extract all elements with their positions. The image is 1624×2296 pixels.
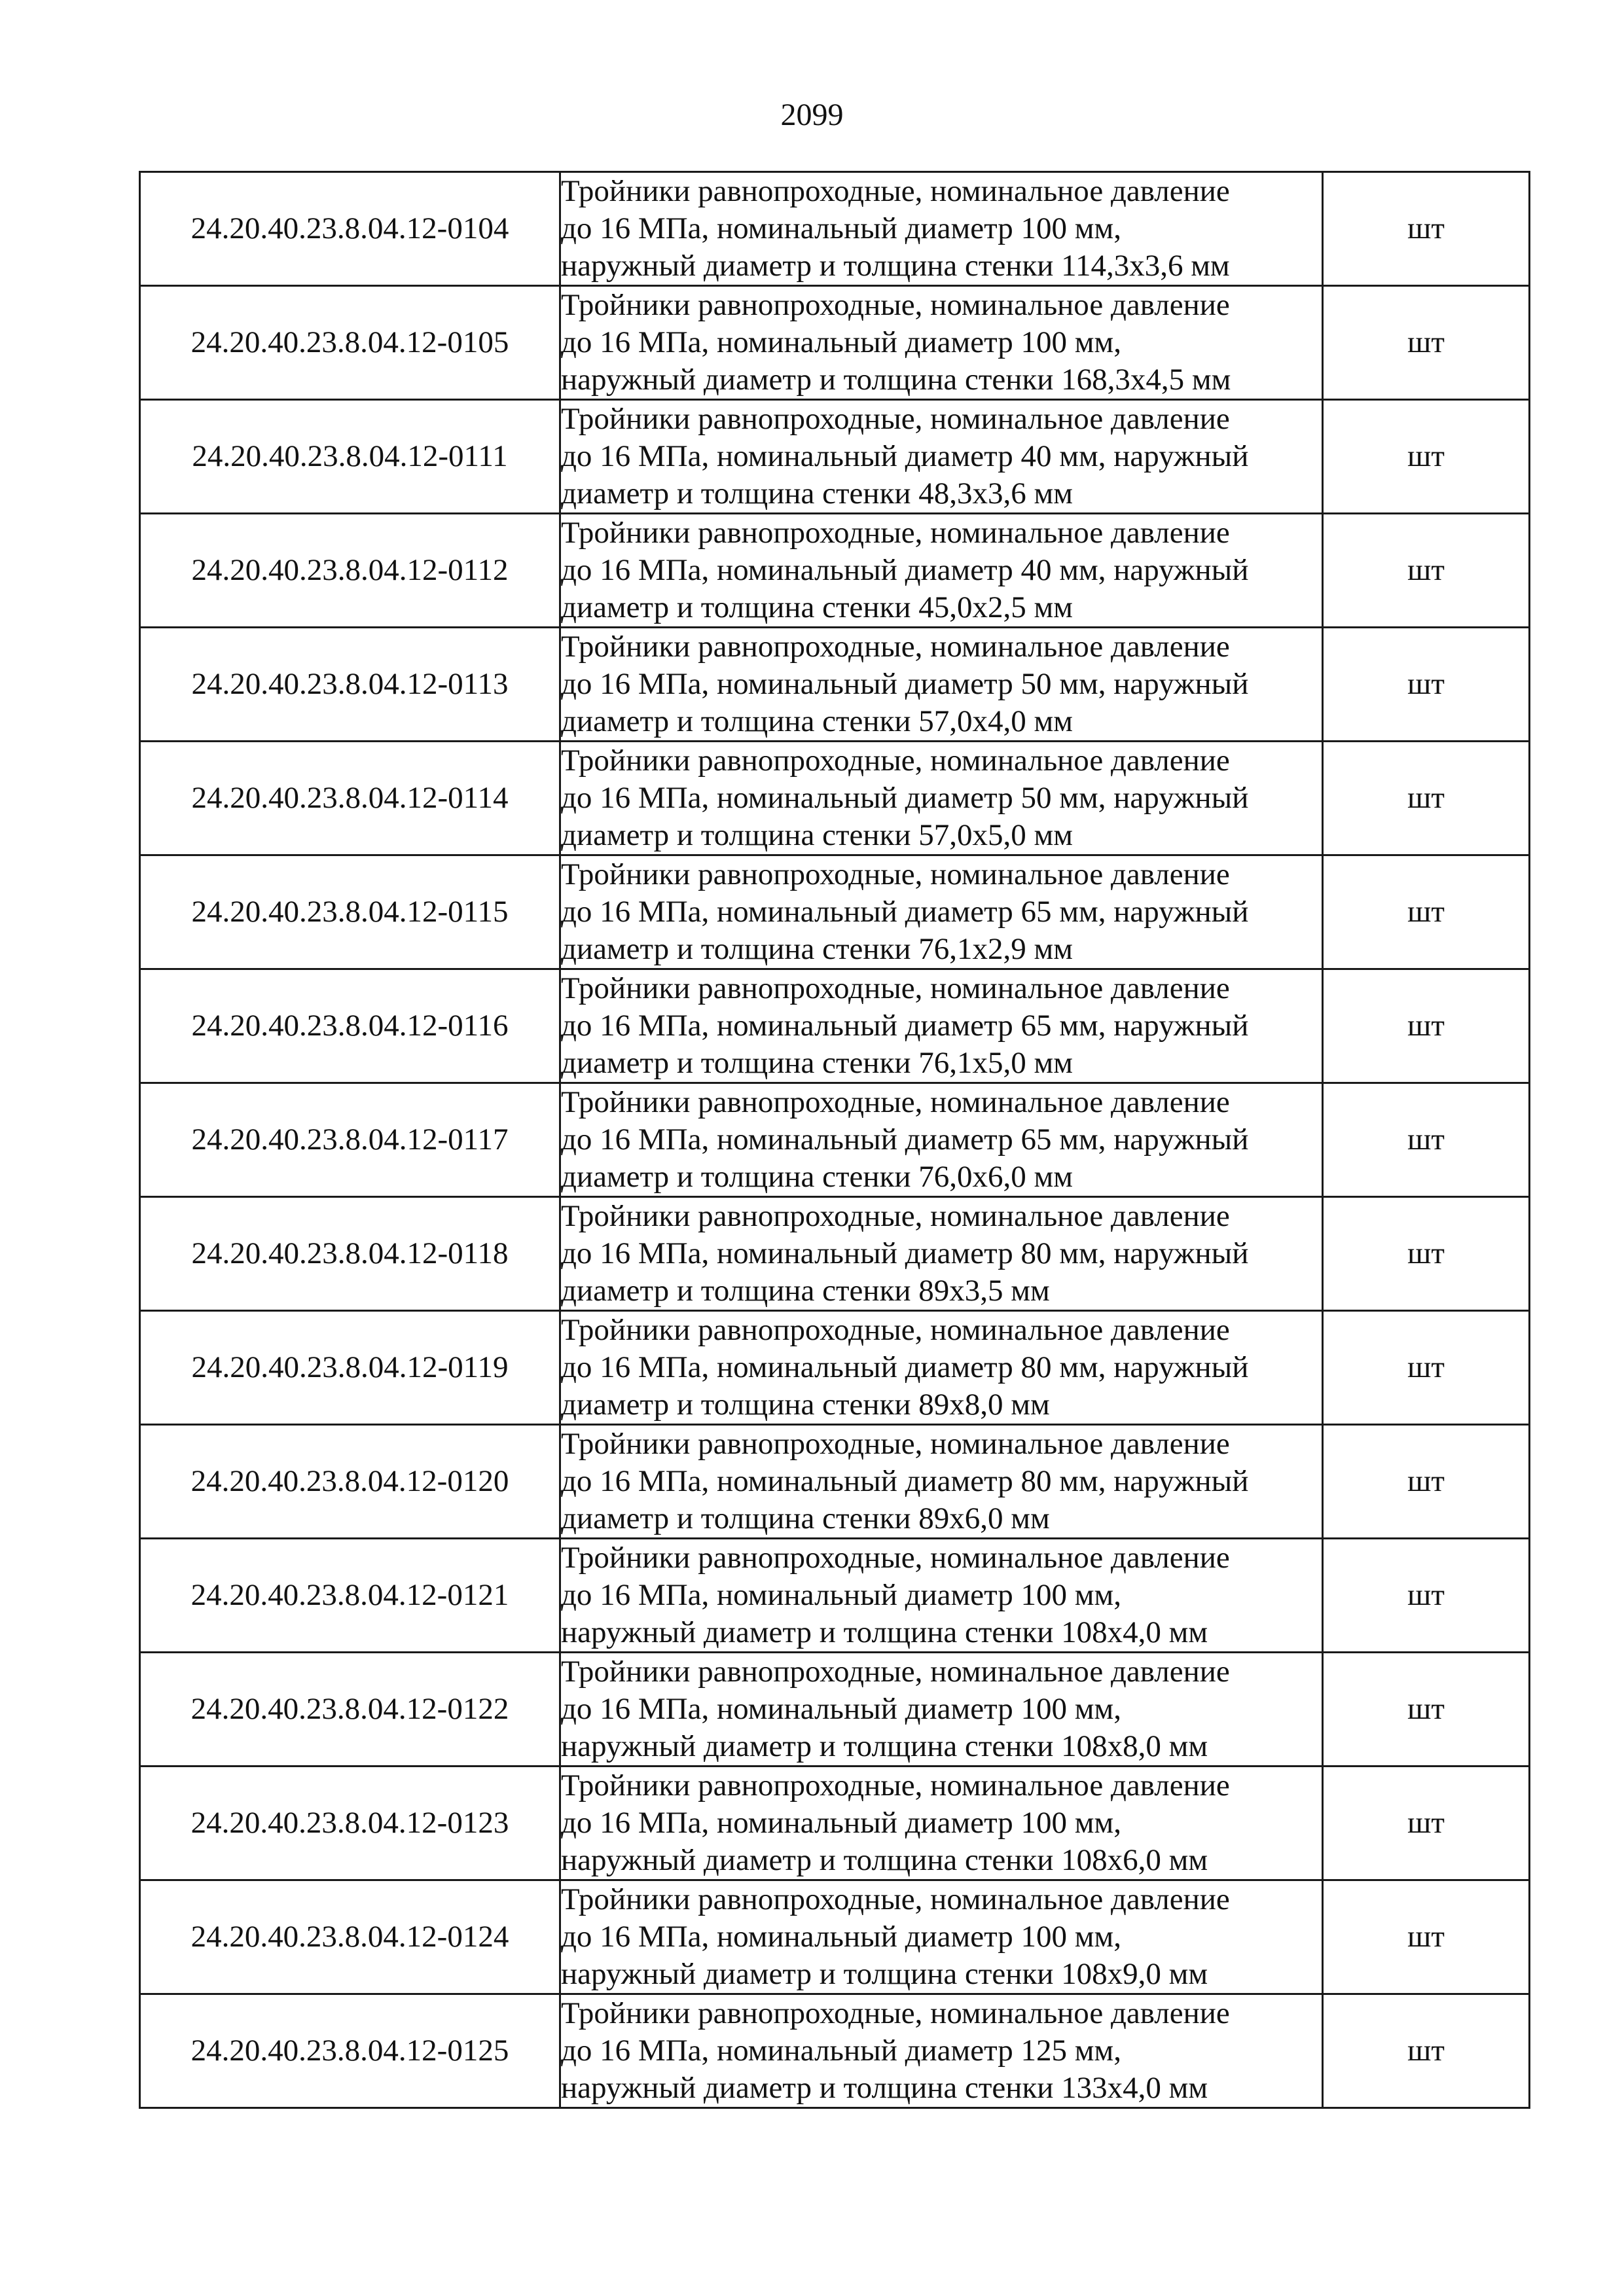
item-unit: шт: [1323, 172, 1530, 286]
description-line: Тройники равнопроходные, номинальное давление: [561, 1996, 1230, 2030]
item-code: 24.20.40.23.8.04.12-0112: [140, 514, 560, 628]
description-line: до 16 МПа, номинальный диаметр 65 мм, наружный: [561, 895, 1249, 929]
description-line: Тройники равнопроходные, номинальное давление: [561, 1313, 1230, 1347]
item-description: [560, 742, 1323, 855]
description-line: Тройники равнопроходные, номинальное давление: [561, 1085, 1230, 1119]
item-description: [560, 172, 1323, 286]
item-code: 24.20.40.23.8.04.12-0113: [140, 628, 560, 742]
item-unit: шт: [1323, 1767, 1530, 1880]
description-line: наружный диаметр и толщина стенки 108х4,0 мм: [561, 1615, 1208, 1649]
description-line: до 16 МПа, номинальный диаметр 50 мм, наружный: [561, 667, 1249, 701]
description-line: до 16 МПа, номинальный диаметр 40 мм, наружный: [561, 553, 1249, 587]
description-line: Тройники равнопроходные, номинальное давление: [561, 1768, 1230, 1803]
item-description: [560, 1539, 1323, 1653]
description-line: до 16 МПа, номинальный диаметр 80 мм, наружный: [561, 1350, 1249, 1384]
item-description: [560, 628, 1323, 742]
item-description: [560, 1425, 1323, 1539]
item-unit: шт: [1323, 1197, 1530, 1311]
table-row: [140, 1425, 1530, 1539]
description-line: диаметр и толщина стенки 89х3,5 мм: [561, 1274, 1050, 1308]
description-line: до 16 МПа, номинальный диаметр 100 мм,: [561, 1692, 1121, 1726]
description-line: Тройники равнопроходные, номинальное давление: [561, 1541, 1230, 1575]
table-row: [140, 400, 1530, 514]
description-line: до 16 МПа, номинальный диаметр 40 мм, наружный: [561, 439, 1249, 473]
description-line: Тройники равнопроходные, номинальное давление: [561, 288, 1230, 322]
description-line: диаметр и толщина стенки 76,0х6,0 мм: [561, 1160, 1074, 1194]
item-description: [560, 1197, 1323, 1311]
item-description: [560, 1083, 1323, 1197]
description-line: до 16 МПа, номинальный диаметр 100 мм,: [561, 1578, 1121, 1612]
description-line: диаметр и толщина стенки 76,1х2,9 мм: [561, 932, 1074, 966]
table-row: [140, 1653, 1530, 1767]
description-line: до 16 МПа, номинальный диаметр 50 мм, наружный: [561, 781, 1249, 815]
description-line: наружный диаметр и толщина стенки 133х4,0 мм: [561, 2071, 1208, 2105]
description-line: до 16 МПа, номинальный диаметр 100 мм,: [561, 325, 1121, 359]
description-line: Тройники равнопроходные, номинальное давление: [561, 1882, 1230, 1916]
item-unit: шт: [1323, 855, 1530, 969]
item-code: 24.20.40.23.8.04.12-0118: [140, 1197, 560, 1311]
description-line: до 16 МПа, номинальный диаметр 100 мм,: [561, 1920, 1121, 1954]
description-line: Тройники равнопроходные, номинальное давление: [561, 744, 1230, 778]
table-row: [140, 514, 1530, 628]
description-line: Тройники равнопроходные, номинальное давление: [561, 971, 1230, 1005]
item-code: 24.20.40.23.8.04.12-0105: [140, 286, 560, 400]
item-code: 24.20.40.23.8.04.12-0123: [140, 1767, 560, 1880]
table-row: [140, 969, 1530, 1083]
description-line: диаметр и толщина стенки 76,1х5,0 мм: [561, 1046, 1074, 1080]
item-unit: шт: [1323, 1425, 1530, 1539]
description-line: наружный диаметр и толщина стенки 108х9,0 мм: [561, 1957, 1208, 1991]
item-unit: шт: [1323, 1083, 1530, 1197]
description-line: наружный диаметр и толщина стенки 114,3х3,6 мм: [561, 249, 1230, 283]
description-line: Тройники равнопроходные, номинальное давление: [561, 174, 1230, 208]
item-code: 24.20.40.23.8.04.12-0117: [140, 1083, 560, 1197]
item-unit: шт: [1323, 742, 1530, 855]
description-line: до 16 МПа, номинальный диаметр 100 мм,: [561, 211, 1121, 245]
item-description: [560, 400, 1323, 514]
description-line: наружный диаметр и толщина стенки 168,3х4,5 мм: [561, 363, 1231, 397]
item-unit: шт: [1323, 400, 1530, 514]
description-line: до 16 МПа, номинальный диаметр 65 мм, наружный: [561, 1009, 1249, 1043]
item-code: 24.20.40.23.8.04.12-0120: [140, 1425, 560, 1539]
description-line: Тройники равнопроходные, номинальное давление: [561, 630, 1230, 664]
description-line: диаметр и толщина стенки 45,0х2,5 мм: [561, 590, 1074, 624]
item-unit: шт: [1323, 628, 1530, 742]
item-code: 24.20.40.23.8.04.12-0115: [140, 855, 560, 969]
item-unit: шт: [1323, 514, 1530, 628]
description-line: Тройники равнопроходные, номинальное давление: [561, 1199, 1230, 1233]
description-line: диаметр и толщина стенки 57,0х4,0 мм: [561, 704, 1074, 738]
item-code: 24.20.40.23.8.04.12-0122: [140, 1653, 560, 1767]
item-code: 24.20.40.23.8.04.12-0104: [140, 172, 560, 286]
table-row: [140, 1197, 1530, 1311]
table-row: [140, 1083, 1530, 1197]
item-code: 24.20.40.23.8.04.12-0124: [140, 1880, 560, 1994]
item-unit: шт: [1323, 1539, 1530, 1653]
description-line: диаметр и толщина стенки 89х6,0 мм: [561, 1501, 1050, 1535]
item-description: [560, 1653, 1323, 1767]
item-unit: шт: [1323, 1311, 1530, 1425]
item-code: 24.20.40.23.8.04.12-0121: [140, 1539, 560, 1653]
item-description: [560, 286, 1323, 400]
description-line: диаметр и толщина стенки 89х8,0 мм: [561, 1388, 1050, 1422]
table-row: [140, 1311, 1530, 1425]
description-line: диаметр и толщина стенки 48,3х3,6 мм: [561, 476, 1074, 511]
table-row: [140, 286, 1530, 400]
item-description: [560, 1311, 1323, 1425]
item-description: [560, 1880, 1323, 1994]
item-description: [560, 1994, 1323, 2108]
table-row: [140, 1539, 1530, 1653]
catalog-table: [139, 171, 1530, 2109]
description-line: Тройники равнопроходные, номинальное давление: [561, 1655, 1230, 1689]
table-row: [140, 855, 1530, 969]
item-description: [560, 855, 1323, 969]
item-unit: шт: [1323, 286, 1530, 400]
table-row: [140, 1767, 1530, 1880]
description-line: наружный диаметр и толщина стенки 108х8,0 мм: [561, 1729, 1208, 1763]
item-code: 24.20.40.23.8.04.12-0116: [140, 969, 560, 1083]
table-row: [140, 1994, 1530, 2108]
catalog-table-body: [140, 172, 1530, 2108]
table-row: [140, 742, 1530, 855]
item-unit: шт: [1323, 969, 1530, 1083]
description-line: до 16 МПа, номинальный диаметр 80 мм, наружный: [561, 1236, 1249, 1270]
description-line: Тройники равнопроходные, номинальное давление: [561, 857, 1230, 891]
description-line: наружный диаметр и толщина стенки 108х6,0 мм: [561, 1843, 1208, 1877]
description-line: Тройники равнопроходные, номинальное давление: [561, 402, 1230, 436]
description-line: до 16 МПа, номинальный диаметр 100 мм,: [561, 1806, 1121, 1840]
item-description: [560, 969, 1323, 1083]
description-line: Тройники равнопроходные, номинальное давление: [561, 1427, 1230, 1461]
item-description: [560, 514, 1323, 628]
table-row: [140, 628, 1530, 742]
item-code: 24.20.40.23.8.04.12-0125: [140, 1994, 560, 2108]
item-code: 24.20.40.23.8.04.12-0111: [140, 400, 560, 514]
description-line: до 16 МПа, номинальный диаметр 125 мм,: [561, 2034, 1121, 2068]
item-code: 24.20.40.23.8.04.12-0114: [140, 742, 560, 855]
item-description: [560, 1767, 1323, 1880]
description-line: диаметр и толщина стенки 57,0х5,0 мм: [561, 818, 1074, 852]
item-code: 24.20.40.23.8.04.12-0119: [140, 1311, 560, 1425]
description-line: Тройники равнопроходные, номинальное давление: [561, 516, 1230, 550]
table-row: [140, 1880, 1530, 1994]
page-number: 2099: [780, 98, 844, 132]
item-unit: шт: [1323, 1880, 1530, 1994]
description-line: до 16 МПа, номинальный диаметр 65 мм, наружный: [561, 1122, 1249, 1157]
description-line: до 16 МПа, номинальный диаметр 80 мм, наружный: [561, 1464, 1249, 1498]
table-row: [140, 172, 1530, 286]
item-unit: шт: [1323, 1994, 1530, 2108]
item-unit: шт: [1323, 1653, 1530, 1767]
